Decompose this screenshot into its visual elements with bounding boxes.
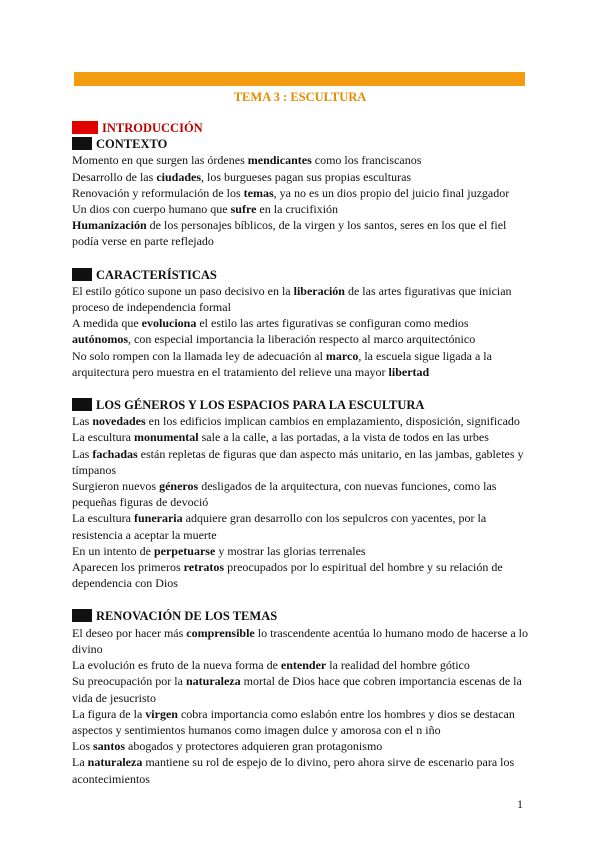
- section: [72, 397, 528, 591]
- section-heading: [72, 397, 528, 413]
- paragraph: [72, 673, 528, 705]
- bold-term: ciudades: [156, 169, 201, 184]
- black-square-marker: [72, 398, 92, 411]
- section: [72, 608, 528, 786]
- text-run: de los personajes bíblicos, de la virgen y los santos, seres en los que el fiel podía verse en parte reflejado: [72, 218, 507, 249]
- text-run: en los edificios implican cambios en emplazamiento, disposición, significado: [145, 414, 520, 429]
- bold-term: santos: [93, 739, 126, 754]
- text-run: la realidad del hombre gótico: [326, 658, 470, 673]
- bold-term: novedades: [92, 414, 146, 429]
- text-run: Las: [72, 446, 93, 461]
- red-square-marker: [72, 121, 98, 134]
- paragraph: [72, 315, 528, 347]
- page-title: TEMA 3 : ESCULTURA: [233, 90, 367, 104]
- text-run: Renovación y reformulación de los: [72, 185, 244, 200]
- text-run: desligados de la arquitectura, con nuevas funciones, como las pequeñas figuras de devoció: [72, 479, 497, 510]
- text-run: preocupados por lo espiritual del hombre y su relación de dependencia con Dios: [72, 560, 503, 591]
- section-heading: [72, 136, 528, 152]
- section-gap: [72, 250, 528, 267]
- text-run: el estilo las artes figurativas se configuran como medios: [196, 316, 469, 331]
- paragraph: [72, 543, 528, 559]
- paragraph: [72, 348, 528, 380]
- paragraph: [72, 446, 528, 478]
- text-run: Los: [72, 739, 93, 754]
- section: [72, 267, 528, 380]
- paragraph: [72, 625, 528, 657]
- text-run: lo trascendente acentúa lo humano modo de hacerse a lo divino: [72, 625, 528, 656]
- text-run: sale a la calle, a las portadas, a la vista de todos en las urbes: [198, 430, 489, 445]
- bold-term: comprensible: [186, 625, 255, 640]
- text-run: adquiere gran desarrollo con los sepulcros con yacentes, por la resistencia a aceptar la muerte: [72, 511, 487, 542]
- paragraph: [72, 510, 528, 542]
- bold-term: Humanización: [72, 218, 147, 233]
- text-run: Desarrollo de las: [72, 169, 157, 184]
- section-heading: [72, 608, 528, 624]
- paragraph: [72, 152, 528, 168]
- bold-term: retratos: [183, 560, 225, 575]
- bold-term: temas: [243, 185, 274, 200]
- section-heading-text: CONTEXTO: [96, 137, 168, 152]
- text-run: , la escuela sigue ligada a la arquitectura pero muestra en el tratamiento del relieve una mayor: [72, 348, 492, 379]
- text-run: En un intento de: [72, 543, 154, 558]
- document-body: [72, 120, 528, 787]
- text-run: en la crucifixión: [256, 202, 339, 217]
- paragraph: [72, 706, 528, 738]
- text-run: y mostrar las glorias terrenales: [215, 543, 366, 558]
- text-run: La evolución es fruto de la nueva forma de: [72, 658, 281, 673]
- paragraph: [72, 559, 528, 591]
- sections: [72, 136, 528, 787]
- bold-term: virgen: [145, 706, 178, 721]
- text-run: Momento en que surgen las órdenes: [72, 153, 248, 168]
- text-run: cobra importancia como eslabón entre los hombres y dios se destacan aspectos y sentimientos humanos como imagen dulce y amorosa con el n iño: [72, 706, 515, 737]
- black-square-marker: [72, 609, 92, 622]
- bold-term: funeraria: [133, 511, 183, 526]
- paragraph: [72, 429, 528, 445]
- text-run: , los burgueses pagan sus propias esculturas: [201, 169, 412, 184]
- paragraph: [72, 738, 528, 754]
- paragraph: [72, 413, 528, 429]
- text-run: , con especial importancia la liberación respecto al marco arquitectónico: [128, 332, 476, 347]
- bold-term: fachadas: [92, 446, 138, 461]
- section-heading-text: RENOVACIÓN DE LOS TEMAS: [96, 609, 278, 624]
- section: [72, 136, 528, 249]
- paragraph: [72, 185, 528, 201]
- text-run: La: [72, 755, 88, 770]
- bold-term: naturaleza: [185, 674, 241, 689]
- black-square-marker: [72, 268, 92, 281]
- text-run: Su preocupación por la: [72, 674, 186, 689]
- bold-term: entender: [280, 658, 327, 673]
- text-run: abogados y protectores adquieren gran protagonismo: [125, 739, 383, 754]
- bold-term: libertad: [388, 364, 430, 379]
- text-run: El deseo por hacer más: [72, 625, 187, 640]
- section-heading-text: LOS GÉNEROS Y LOS ESPACIOS PARA LA ESCULTURA: [96, 398, 425, 413]
- bold-term: géneros: [159, 479, 199, 494]
- black-square-marker: [72, 137, 92, 150]
- text-run: No solo rompen con la llamada ley de adecuación al: [72, 348, 326, 363]
- bold-term: perpetuarse: [153, 543, 216, 558]
- bold-term: naturaleza: [87, 755, 143, 770]
- section-gap: [72, 380, 528, 397]
- text-run: La figura de la: [72, 706, 146, 721]
- paragraph: [72, 657, 528, 673]
- header-rule: [74, 72, 525, 86]
- text-run: están repletas de figuras que dan aspecto más unitario, en las jambas, gabletes y tímpanos: [72, 446, 524, 477]
- bold-term: monumental: [133, 430, 199, 445]
- text-run: mortal de Dios hace que cobren importancia escenas de la vida de jesucristo: [72, 674, 522, 705]
- section-heading: [72, 267, 528, 283]
- text-run: Las: [72, 414, 93, 429]
- paragraph: [72, 283, 528, 315]
- intro-heading-text: INTRODUCCIÓN: [102, 121, 203, 135]
- text-run: como los franciscanos: [311, 153, 422, 168]
- bold-term: liberación: [293, 283, 345, 298]
- text-run: , ya no es un dios propio del juicio final juzgador: [273, 185, 510, 200]
- text-run: A medida que: [72, 316, 142, 331]
- paragraph: [72, 217, 528, 249]
- section-heading-text: CARACTERÍSTICAS: [96, 267, 217, 282]
- paragraph: [72, 201, 528, 217]
- text-run: El estilo gótico supone un paso decisivo en la: [72, 283, 294, 298]
- text-run: Un dios con cuerpo humano que: [72, 202, 231, 217]
- text-run: La escultura: [72, 511, 134, 526]
- paragraph: [72, 478, 528, 510]
- bold-term: marco: [325, 348, 359, 363]
- text-run: mantiene su rol de espejo de lo divino, pero ahora sirve de escenario para los acontecimientos: [72, 755, 515, 786]
- intro-heading: [72, 120, 528, 136]
- page-number: 1: [517, 797, 523, 811]
- text-run: Aparecen los primeros: [72, 560, 184, 575]
- bold-term: sufre: [230, 202, 257, 217]
- bold-term: autónomos: [72, 332, 129, 347]
- bold-term: evoluciona: [141, 316, 197, 331]
- paragraph: [72, 754, 528, 786]
- bold-term: mendicantes: [247, 153, 312, 168]
- section-gap: [72, 591, 528, 608]
- text-run: Surgieron nuevos: [72, 479, 160, 494]
- text-run: de las artes figurativas que inician proceso de independencia formal: [72, 283, 512, 315]
- text-run: La escultura: [72, 430, 134, 445]
- paragraph: [72, 169, 528, 185]
